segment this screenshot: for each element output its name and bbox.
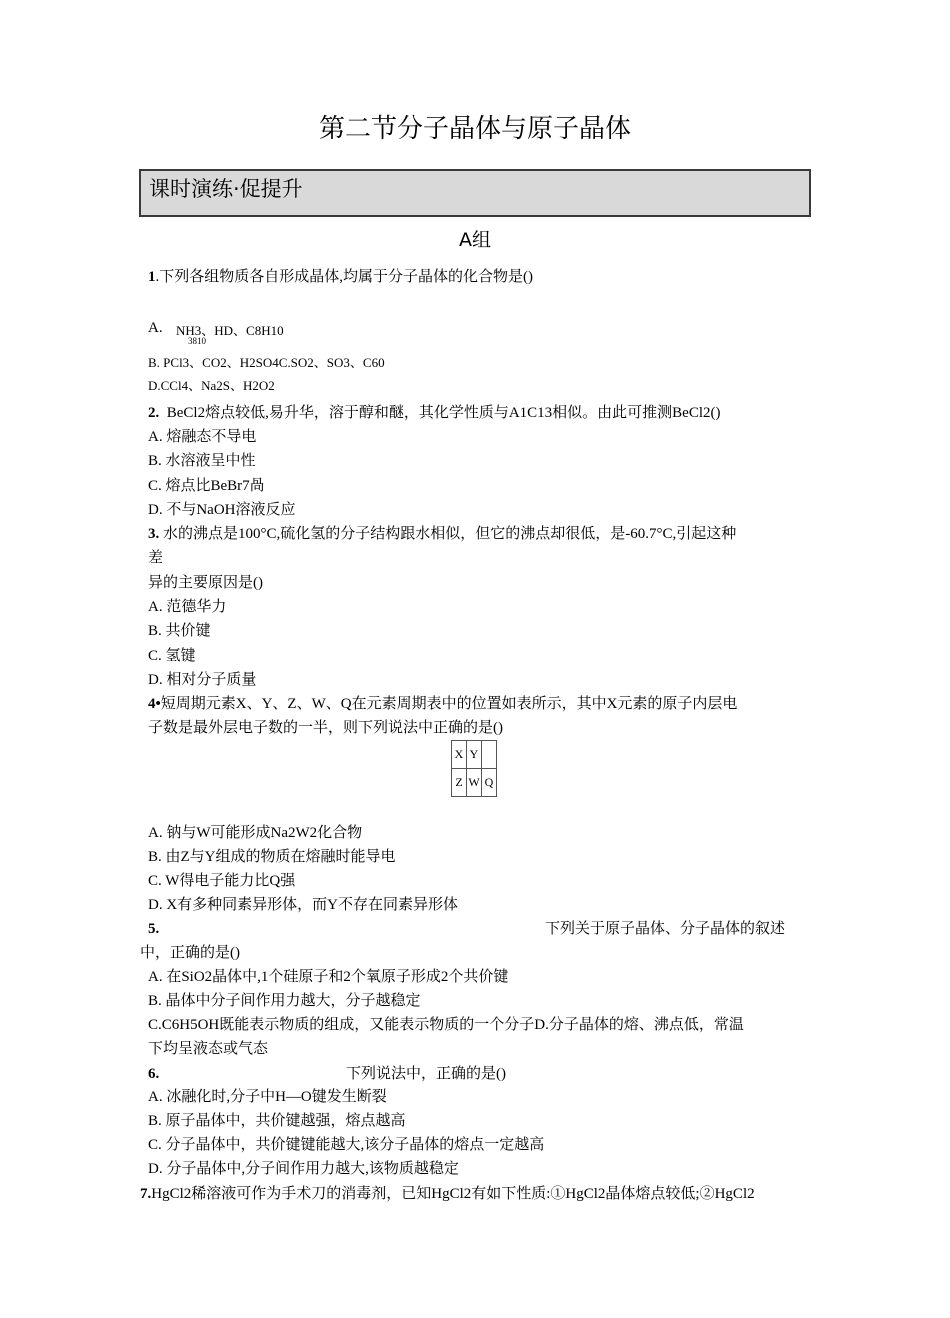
question-stem-line2: 中，正确的是() bbox=[140, 945, 240, 961]
question-1 bbox=[148, 268, 533, 286]
question-stem: 水的沸点是100°C,硫化氢的分子结构跟水相似，但它的沸点却很低，是-60.7°C,引起这种 bbox=[163, 526, 737, 542]
option-a: A. 在SiO2晶体中,1个硅原子和2个氧原子形成2个共价键 bbox=[148, 969, 509, 985]
question-number: 4• bbox=[148, 696, 161, 712]
option-c: C. 氢键 bbox=[148, 648, 196, 664]
option-c: C. 熔点比BeBr7咼 bbox=[148, 478, 265, 494]
question-stem: .下列各组物质各自形成晶体,均属于分子晶体的化合物是() bbox=[155, 269, 533, 285]
question-stem: 短周期元素X、Y、Z、W、Q在元素周期表中的位置如表所示，其中X元素的原子内层电 bbox=[160, 696, 738, 712]
section-banner bbox=[139, 169, 811, 217]
table-cell: Q bbox=[482, 769, 497, 797]
option-letter: A. bbox=[148, 320, 163, 336]
question-number: 1 bbox=[148, 269, 156, 285]
periodic-position-table bbox=[451, 740, 497, 797]
option-d: D. 分子晶体中,分子间作用力越大,该物质越稳定 bbox=[148, 1161, 459, 1177]
option-b: B. 共价键 bbox=[148, 623, 211, 639]
option-c: C.C6H5OH既能表示物质的组成，又能表示物质的一个分子D.分子晶体的熔、沸点低，常温 bbox=[148, 1017, 744, 1033]
table-row bbox=[452, 769, 497, 797]
question-number: 3. bbox=[148, 526, 160, 542]
option-a: A. 范德华力 bbox=[148, 599, 227, 615]
option-c: C. 分子晶体中，共价键键能越大,该分子晶体的熔点一定越高 bbox=[148, 1137, 545, 1153]
option-a-text: NH3、HD、C8H10 bbox=[176, 323, 284, 338]
option-a bbox=[148, 319, 163, 337]
question-number: 6. bbox=[148, 1066, 160, 1082]
question-stem: HgCl2稀溶液可作为手术刀的消毒剂，已知HgCl2有如下性质:①HgCl2晶体熔点较低;②HgCl2 bbox=[151, 1186, 755, 1202]
option-d: D.CCl4、Na2S、H2O2 bbox=[148, 378, 275, 393]
option-d: D. 相对分子质量 bbox=[148, 672, 257, 688]
question-7 bbox=[140, 1185, 755, 1203]
option-a-subscript-line: 3810 bbox=[188, 336, 206, 346]
option-d: D. X有多种同素异形体，而Y不存在同素异形体 bbox=[148, 897, 458, 913]
question-2 bbox=[148, 404, 721, 422]
table-cell: X bbox=[452, 741, 467, 769]
question-stem-line2: 差 bbox=[148, 550, 164, 566]
table-cell: Y bbox=[467, 741, 482, 769]
question-number: 2. bbox=[148, 405, 160, 421]
question-stem: BeCl2熔点较低,易升华，溶于醇和醚，其化学性质与A1C13相似。由此可推测BeCl2() bbox=[166, 405, 721, 421]
table-cell bbox=[482, 741, 497, 769]
question-stem: 下列关于原子晶体、分子晶体的叙述 bbox=[545, 921, 786, 937]
option-c-line2: 下均呈液态或气态 bbox=[148, 1041, 269, 1057]
group-heading: A组 bbox=[459, 229, 491, 251]
question-number: 5. bbox=[148, 921, 160, 937]
question-4 bbox=[148, 695, 737, 713]
option-c: C. W得电子能力比Q强 bbox=[148, 873, 296, 889]
option-a: A. 冰融化时,分子中H—O键发生断裂 bbox=[148, 1089, 387, 1105]
question-6-number bbox=[148, 1065, 159, 1083]
table-cell: W bbox=[467, 769, 482, 797]
question-5-number bbox=[148, 920, 159, 938]
table-cell: Z bbox=[452, 769, 467, 797]
option-a: A. 钠与W可能形成Na2W2化合物 bbox=[148, 825, 363, 841]
table-row bbox=[452, 741, 497, 769]
option-d: D. 不与NaOH溶液反应 bbox=[148, 502, 296, 518]
option-b: B. 原子晶体中，共价键越强，熔点越高 bbox=[148, 1113, 406, 1129]
option-b: B. 水溶液呈中性 bbox=[148, 453, 256, 469]
question-stem: 下列说法中，正确的是() bbox=[346, 1066, 506, 1082]
option-b: B. 晶体中分子间作用力越大，分子越稳定 bbox=[148, 993, 421, 1009]
question-3 bbox=[148, 525, 736, 543]
option-b: B. PCl3、CO2、H2SO4C.SO2、SO3、C60 bbox=[148, 355, 385, 370]
option-b: B. 由Z与Y组成的物质在熔融时能导电 bbox=[148, 849, 396, 865]
page-title: 第二节分子晶体与原子晶体 bbox=[318, 114, 631, 144]
banner-label: 课时演练·促提升 bbox=[149, 177, 303, 201]
question-stem-line3: 异的主要原因是() bbox=[148, 575, 263, 591]
question-number: 7. bbox=[140, 1186, 152, 1202]
question-stem-line2: 子数是最外层电子数的一半，则下列说法中正确的是() bbox=[148, 720, 503, 736]
option-a: A. 熔融态不导电 bbox=[148, 429, 257, 445]
